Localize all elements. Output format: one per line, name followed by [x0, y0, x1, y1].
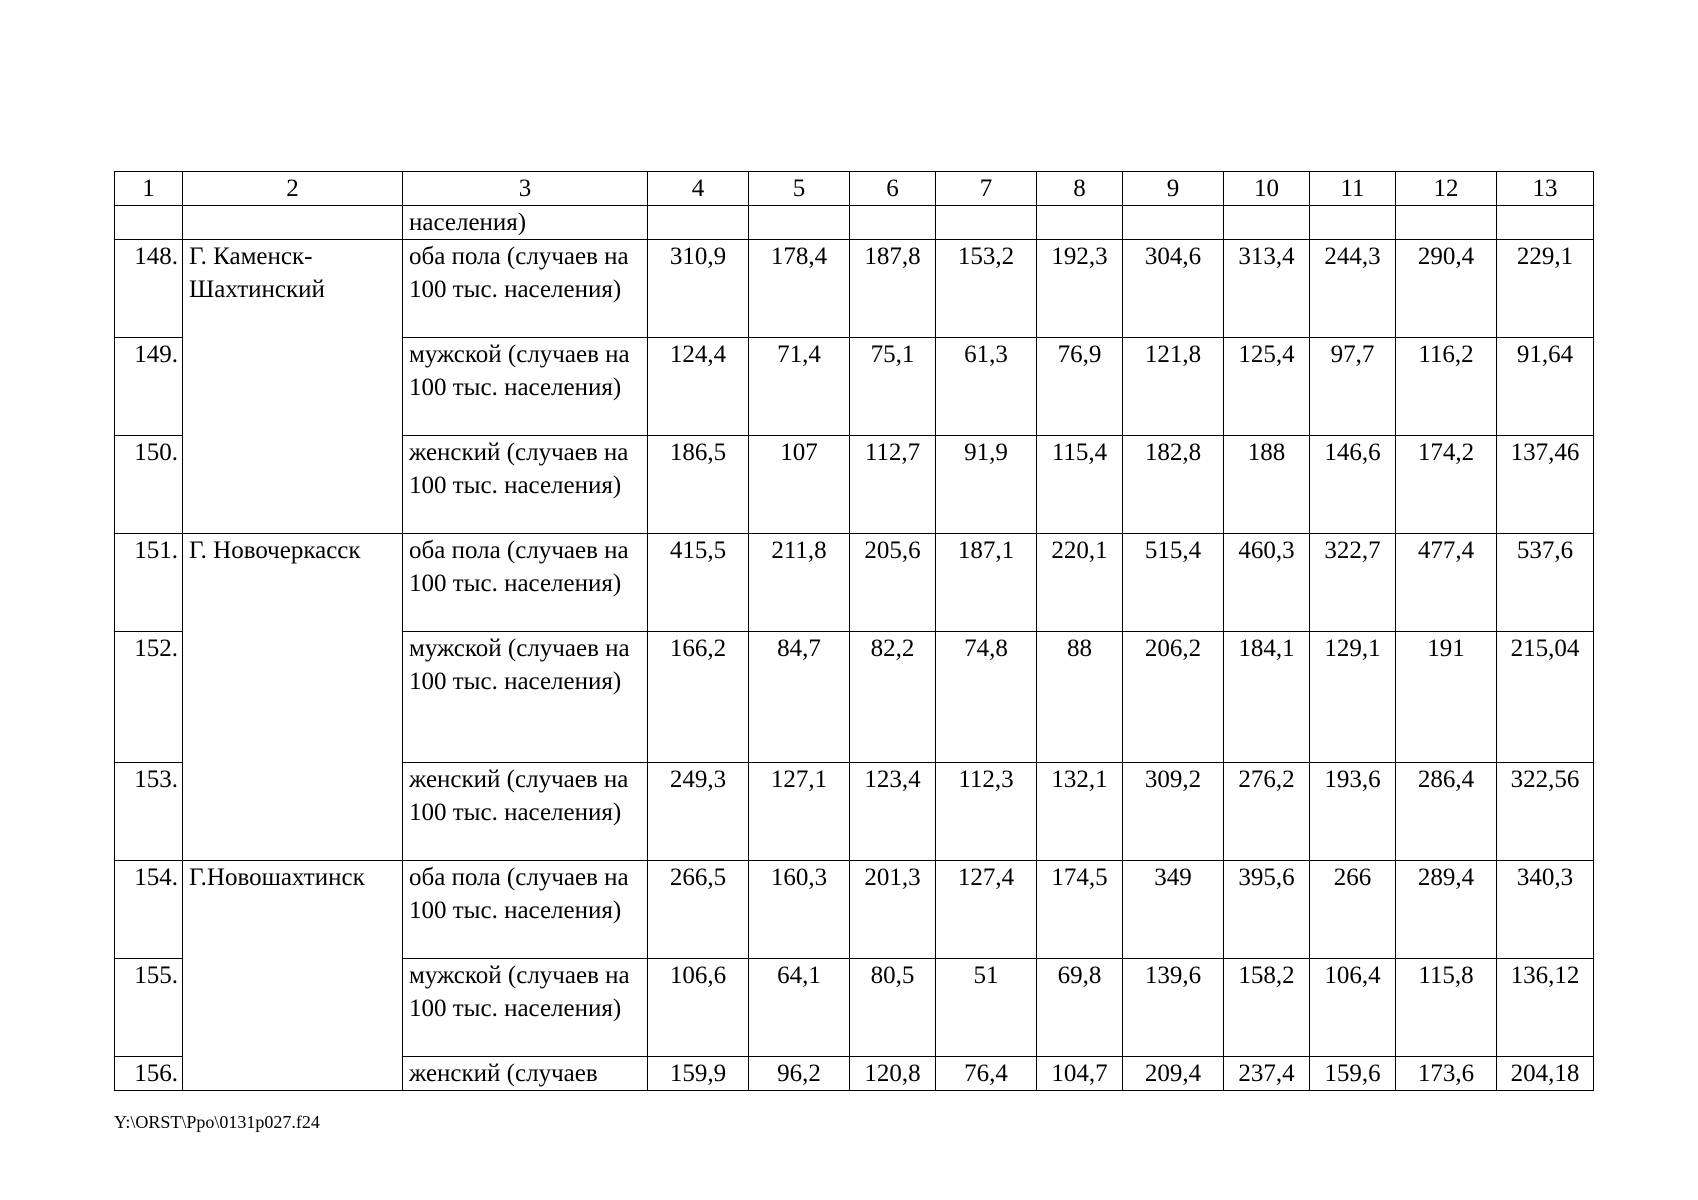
- value-cell: 159,9: [648, 1057, 749, 1091]
- value-cell: 153,2: [936, 240, 1037, 338]
- value-cell: 139,6: [1123, 959, 1224, 1057]
- city-cell: [183, 1057, 403, 1091]
- value-cell: [1123, 206, 1224, 240]
- value-cell: [1497, 206, 1594, 240]
- value-cell: 80,5: [850, 959, 936, 1057]
- header-cell: 11: [1310, 172, 1396, 206]
- value-cell: 349: [1123, 861, 1224, 959]
- table-row: [115, 338, 1594, 436]
- city-cell: [183, 436, 403, 534]
- value-cell: 174,2: [1396, 436, 1497, 534]
- value-cell: 266: [1310, 861, 1396, 959]
- row-number-cell: 149.: [115, 338, 183, 436]
- value-cell: 84,7: [749, 632, 850, 763]
- value-cell: 191: [1396, 632, 1497, 763]
- value-cell: 289,4: [1396, 861, 1497, 959]
- value-cell: 322,56: [1497, 763, 1594, 861]
- value-cell: 116,2: [1396, 338, 1497, 436]
- row-number-cell: 151.: [115, 534, 183, 632]
- value-cell: 51: [936, 959, 1037, 1057]
- value-cell: 76,4: [936, 1057, 1037, 1091]
- row-number-cell: 150.: [115, 436, 183, 534]
- value-cell: 537,6: [1497, 534, 1594, 632]
- city-cell: [183, 959, 403, 1057]
- value-cell: 97,7: [1310, 338, 1396, 436]
- header-cell: 1: [115, 172, 183, 206]
- data-table: [114, 171, 1594, 1091]
- description-cell: женский (случаев: [403, 1057, 648, 1091]
- row-number-cell: 148.: [115, 240, 183, 338]
- value-cell: 82,2: [850, 632, 936, 763]
- value-cell: 193,6: [1310, 763, 1396, 861]
- value-cell: 160,3: [749, 861, 850, 959]
- value-cell: 209,4: [1123, 1057, 1224, 1091]
- value-cell: 187,1: [936, 534, 1037, 632]
- city-cell: Г. Новочеркасск: [183, 534, 403, 632]
- description-cell: оба пола (случаев на 100 тыс. населения): [403, 861, 648, 959]
- value-cell: 115,8: [1396, 959, 1497, 1057]
- value-cell: 69,8: [1037, 959, 1123, 1057]
- value-cell: 91,64: [1497, 338, 1594, 436]
- value-cell: 395,6: [1224, 861, 1310, 959]
- city-cell: [183, 338, 403, 436]
- header-cell: 4: [648, 172, 749, 206]
- city-cell: Г. Каменск-Шахтинский: [183, 240, 403, 338]
- value-cell: 313,4: [1224, 240, 1310, 338]
- value-cell: 74,8: [936, 632, 1037, 763]
- value-cell: 515,4: [1123, 534, 1224, 632]
- row-number-cell: 155.: [115, 959, 183, 1057]
- description-cell: мужской (случаев на 100 тыс. населения): [403, 338, 648, 436]
- value-cell: 121,8: [1123, 338, 1224, 436]
- description-cell: населения): [403, 206, 648, 240]
- header-cell: 7: [936, 172, 1037, 206]
- value-cell: 286,4: [1396, 763, 1497, 861]
- continuation-row: [115, 206, 1594, 240]
- value-cell: 125,4: [1224, 338, 1310, 436]
- value-cell: 174,5: [1037, 861, 1123, 959]
- value-cell: [1396, 206, 1497, 240]
- value-cell: 106,4: [1310, 959, 1396, 1057]
- value-cell: 322,7: [1310, 534, 1396, 632]
- value-cell: 249,3: [648, 763, 749, 861]
- description-cell: оба пола (случаев на 100 тыс. населения): [403, 240, 648, 338]
- value-cell: 220,1: [1037, 534, 1123, 632]
- value-cell: 71,4: [749, 338, 850, 436]
- value-cell: 244,3: [1310, 240, 1396, 338]
- header-cell: 3: [403, 172, 648, 206]
- value-cell: 166,2: [648, 632, 749, 763]
- value-cell: 340,3: [1497, 861, 1594, 959]
- value-cell: 211,8: [749, 534, 850, 632]
- value-cell: 104,7: [1037, 1057, 1123, 1091]
- value-cell: 127,4: [936, 861, 1037, 959]
- value-cell: 88: [1037, 632, 1123, 763]
- value-cell: [749, 206, 850, 240]
- table-row: [115, 632, 1594, 763]
- value-cell: 229,1: [1497, 240, 1594, 338]
- table-row: [115, 534, 1594, 632]
- value-cell: [850, 206, 936, 240]
- table-row: [115, 436, 1594, 534]
- value-cell: 106,6: [648, 959, 749, 1057]
- value-cell: 91,9: [936, 436, 1037, 534]
- value-cell: 178,4: [749, 240, 850, 338]
- value-cell: 112,7: [850, 436, 936, 534]
- header-cell: 10: [1224, 172, 1310, 206]
- value-cell: 182,8: [1123, 436, 1224, 534]
- value-cell: 290,4: [1396, 240, 1497, 338]
- value-cell: 173,6: [1396, 1057, 1497, 1091]
- value-cell: 276,2: [1224, 763, 1310, 861]
- header-cell: 5: [749, 172, 850, 206]
- header-cell: 6: [850, 172, 936, 206]
- value-cell: 124,4: [648, 338, 749, 436]
- value-cell: 129,1: [1310, 632, 1396, 763]
- city-cell: [183, 206, 403, 240]
- value-cell: 159,6: [1310, 1057, 1396, 1091]
- header-cell: 13: [1497, 172, 1594, 206]
- value-cell: 64,1: [749, 959, 850, 1057]
- value-cell: 237,4: [1224, 1057, 1310, 1091]
- description-cell: женский (случаев на 100 тыс. населения): [403, 436, 648, 534]
- value-cell: 266,5: [648, 861, 749, 959]
- value-cell: 123,4: [850, 763, 936, 861]
- header-cell: 2: [183, 172, 403, 206]
- value-cell: 192,3: [1037, 240, 1123, 338]
- value-cell: [1037, 206, 1123, 240]
- value-cell: [1310, 206, 1396, 240]
- row-number-cell: [115, 206, 183, 240]
- value-cell: 115,4: [1037, 436, 1123, 534]
- table-row: [115, 959, 1594, 1057]
- value-cell: 415,5: [648, 534, 749, 632]
- value-cell: 75,1: [850, 338, 936, 436]
- value-cell: 205,6: [850, 534, 936, 632]
- table-header-row: [115, 172, 1594, 206]
- row-number-cell: 156.: [115, 1057, 183, 1091]
- table-row: [115, 861, 1594, 959]
- city-cell: [183, 632, 403, 763]
- value-cell: 132,1: [1037, 763, 1123, 861]
- table-row: [115, 240, 1594, 338]
- value-cell: [648, 206, 749, 240]
- value-cell: 310,9: [648, 240, 749, 338]
- value-cell: 137,46: [1497, 436, 1594, 534]
- value-cell: 304,6: [1123, 240, 1224, 338]
- row-number-cell: 154.: [115, 861, 183, 959]
- header-cell: 12: [1396, 172, 1497, 206]
- value-cell: 136,12: [1497, 959, 1594, 1057]
- value-cell: 206,2: [1123, 632, 1224, 763]
- value-cell: 201,3: [850, 861, 936, 959]
- value-cell: 158,2: [1224, 959, 1310, 1057]
- value-cell: 76,9: [1037, 338, 1123, 436]
- value-cell: 188: [1224, 436, 1310, 534]
- value-cell: [936, 206, 1037, 240]
- value-cell: 120,8: [850, 1057, 936, 1091]
- row-number-cell: 152.: [115, 632, 183, 763]
- footer-file-path: Y:\ORST\Ppo\0131p027.f24: [114, 1112, 320, 1132]
- description-cell: мужской (случаев на 100 тыс. населения): [403, 959, 648, 1057]
- table-body: [115, 172, 1594, 1091]
- value-cell: 107: [749, 436, 850, 534]
- value-cell: 309,2: [1123, 763, 1224, 861]
- value-cell: 146,6: [1310, 436, 1396, 534]
- description-cell: оба пола (случаев на 100 тыс. населения): [403, 534, 648, 632]
- value-cell: 112,3: [936, 763, 1037, 861]
- value-cell: 61,3: [936, 338, 1037, 436]
- value-cell: 215,04: [1497, 632, 1594, 763]
- header-cell: 9: [1123, 172, 1224, 206]
- value-cell: 204,18: [1497, 1057, 1594, 1091]
- value-cell: 186,5: [648, 436, 749, 534]
- city-cell: [183, 763, 403, 861]
- header-cell: 8: [1037, 172, 1123, 206]
- value-cell: 187,8: [850, 240, 936, 338]
- value-cell: 96,2: [749, 1057, 850, 1091]
- row-number-cell: 153.: [115, 763, 183, 861]
- value-cell: [1224, 206, 1310, 240]
- description-cell: мужской (случаев на 100 тыс. населения): [403, 632, 648, 763]
- table-row: [115, 763, 1594, 861]
- value-cell: 184,1: [1224, 632, 1310, 763]
- table-row: [115, 1057, 1594, 1091]
- value-cell: 477,4: [1396, 534, 1497, 632]
- value-cell: 127,1: [749, 763, 850, 861]
- city-cell: Г.Новошахтинск: [183, 861, 403, 959]
- description-cell: женский (случаев на 100 тыс. населения): [403, 763, 648, 861]
- value-cell: 460,3: [1224, 534, 1310, 632]
